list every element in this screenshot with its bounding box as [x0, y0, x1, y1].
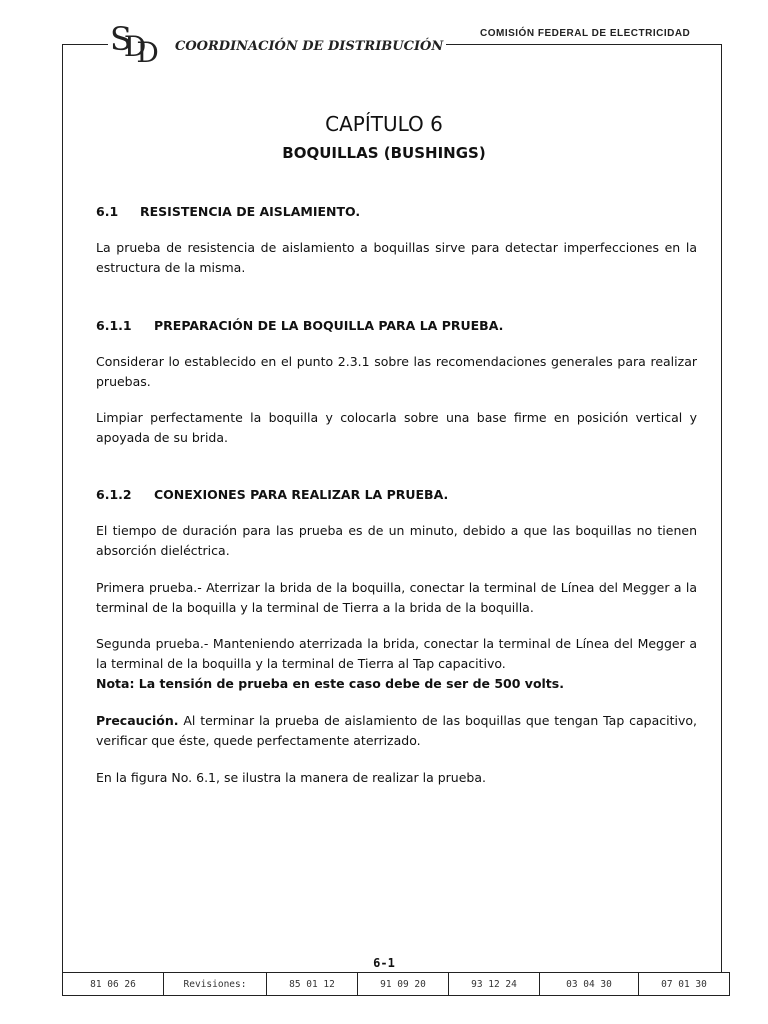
paragraph: Primera prueba.- Aterrizar la brida de la boquilla, conectar la terminal de Línea del Megger a la terminal de la boquilla y la terminal de Tierra a la brida de la boquilla.: [96, 580, 697, 615]
department-name: COORDINACIÓN DE DISTRIBUCIÓN: [175, 39, 444, 54]
section-number: 6.1.1: [96, 318, 132, 333]
section-title: CONEXIONES PARA REALIZAR LA PRUEBA.: [154, 487, 449, 502]
page-number: 6-1: [373, 956, 395, 970]
header-rule-left: [62, 44, 108, 45]
section-heading-6-1-2: [96, 487, 448, 502]
sdd-logo: SDD: [110, 20, 149, 69]
section-heading-6-1-1: [96, 318, 503, 333]
revision-cell: 93 12 24: [449, 973, 540, 996]
section-number: 6.1: [96, 204, 119, 219]
paragraph: En la figura No. 6.1, se ilustra la manera de realizar la prueba.: [96, 770, 486, 785]
paragraph: Considerar lo establecido en el punto 2.3.1 sobre las recomendaciones generales para realizar pruebas.: [96, 354, 697, 389]
revision-cell: 07 01 30: [639, 973, 730, 996]
revision-cell: 81 06 26: [63, 973, 164, 996]
paragraph: Limpiar perfectamente la boquilla y colocarla sobre una base firme en posición vertical y apoyada de su brida.: [96, 410, 697, 445]
section-heading-6-1: [96, 204, 360, 219]
section-number: 6.1.2: [96, 487, 132, 502]
revision-cell: 91 09 20: [358, 973, 449, 996]
revisions-label: Revisiones:: [164, 973, 267, 996]
revisions-table: [62, 972, 730, 996]
frame-left: [62, 44, 63, 972]
section-title: PREPARACIÓN DE LA BOQUILLA PARA LA PRUEBA.: [154, 318, 504, 333]
revision-cell: 85 01 12: [267, 973, 358, 996]
chapter-title: CAPÍTULO 6: [325, 112, 443, 136]
paragraph: El tiempo de duración para las prueba es de un minuto, debido a que las boquillas no tienen absorción dieléctrica.: [96, 523, 697, 558]
chapter-subtitle: BOQUILLAS (BUSHINGS): [282, 144, 486, 162]
frame-right: [721, 44, 722, 972]
paragraph-text: Segunda prueba.- Manteniendo aterrizada la brida, conectar la terminal de Línea del Megger a la terminal de la boquilla y la terminal de Tierra al Tap capacitivo.: [96, 636, 697, 671]
section-title: RESISTENCIA DE AISLAMIENTO.: [140, 204, 361, 219]
note-text: Nota: La tensión de prueba en este caso debe de ser de 500 volts.: [96, 676, 564, 691]
precaution-text: Al terminar la prueba de aislamiento de las boquillas que tengan Tap capacitivo, verificar que éste, quede perfectamente aterrizado.: [96, 713, 697, 748]
precaution-paragraph: [96, 711, 697, 751]
precaution-label: Precaución.: [96, 713, 179, 728]
organization-name: COMISIÓN FEDERAL DE ELECTRICIDAD: [480, 28, 691, 39]
paragraph: La prueba de resistencia de aislamiento a boquillas sirve para detectar imperfecciones en la estructura de la misma.: [96, 240, 697, 275]
revision-cell: 03 04 30: [540, 973, 639, 996]
header-rule-right: [446, 44, 722, 45]
paragraph-with-note: [96, 634, 697, 694]
